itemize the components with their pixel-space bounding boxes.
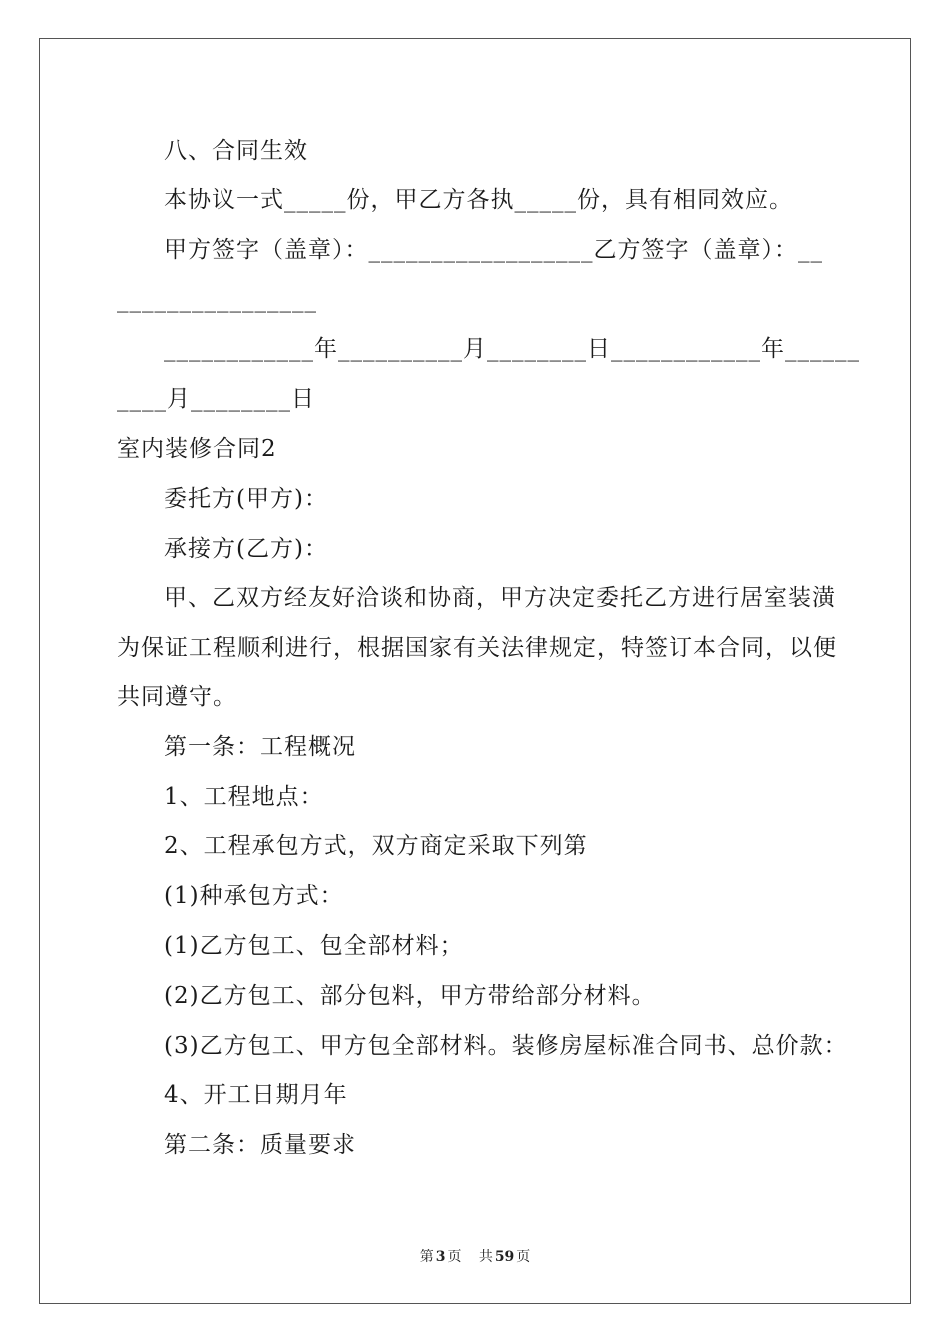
contractor-party-label: 承接方(乙方)： xyxy=(164,536,328,562)
paragraph-dates-cont: ____月________日 xyxy=(117,386,315,412)
intro-paragraph-line-3: 共同遵守。 xyxy=(117,684,237,710)
list-item-start-date: 4、开工日期月年 xyxy=(164,1082,348,1108)
list-item-method-choice: (1)种承包方式： xyxy=(164,883,344,909)
paragraph-signatures: 甲方签字（盖章）：__________________乙方签字（盖章）：__ xyxy=(164,237,823,263)
total-prefix: 共 xyxy=(478,1249,493,1265)
paragraph-copies: 本协议一式_____份，甲乙方各执_____份，具有相同效应。 xyxy=(164,187,793,213)
document-title: 室内装修合同2 xyxy=(117,436,277,462)
section-heading-contract-effect: 八、合同生效 xyxy=(164,138,308,164)
article-2-heading: 第二条：质量要求 xyxy=(164,1132,356,1158)
page-footer xyxy=(0,1246,950,1266)
list-item-location: 1、工程地点： xyxy=(164,784,324,810)
list-item-option-1: (1)乙方包工、包全部材料； xyxy=(164,933,464,959)
intro-paragraph-line-2: 为保证工程顺利进行，根据国家有关法律规定，特签订本合同，以便 xyxy=(117,635,837,661)
page-prefix: 第 xyxy=(419,1249,434,1265)
paragraph-signatures-cont: ________________ xyxy=(117,287,317,313)
page-suffix: 页 xyxy=(447,1249,462,1265)
page-border xyxy=(39,38,911,1304)
total-suffix: 页 xyxy=(516,1249,531,1265)
list-item-option-3: (3)乙方包工、甲方包全部材料。装修房屋标准合同书、总价款： xyxy=(164,1033,848,1059)
page-number: 3 xyxy=(435,1249,446,1265)
paragraph-dates: ____________年__________月________日____________年______ xyxy=(164,336,860,362)
list-item-option-2: (2)乙方包工、部分包料，甲方带给部分材料。 xyxy=(164,983,656,1009)
total-pages: 59 xyxy=(494,1249,515,1265)
intro-paragraph-line-1: 甲、乙双方经友好洽谈和协商，甲方决定委托乙方进行居室装潢 xyxy=(164,585,836,611)
article-1-heading: 第一条：工程概况 xyxy=(164,734,356,760)
list-item-contract-method: 2、工程承包方式，双方商定采取下列第 xyxy=(164,833,588,859)
client-party-label: 委托方(甲方)： xyxy=(164,486,328,512)
